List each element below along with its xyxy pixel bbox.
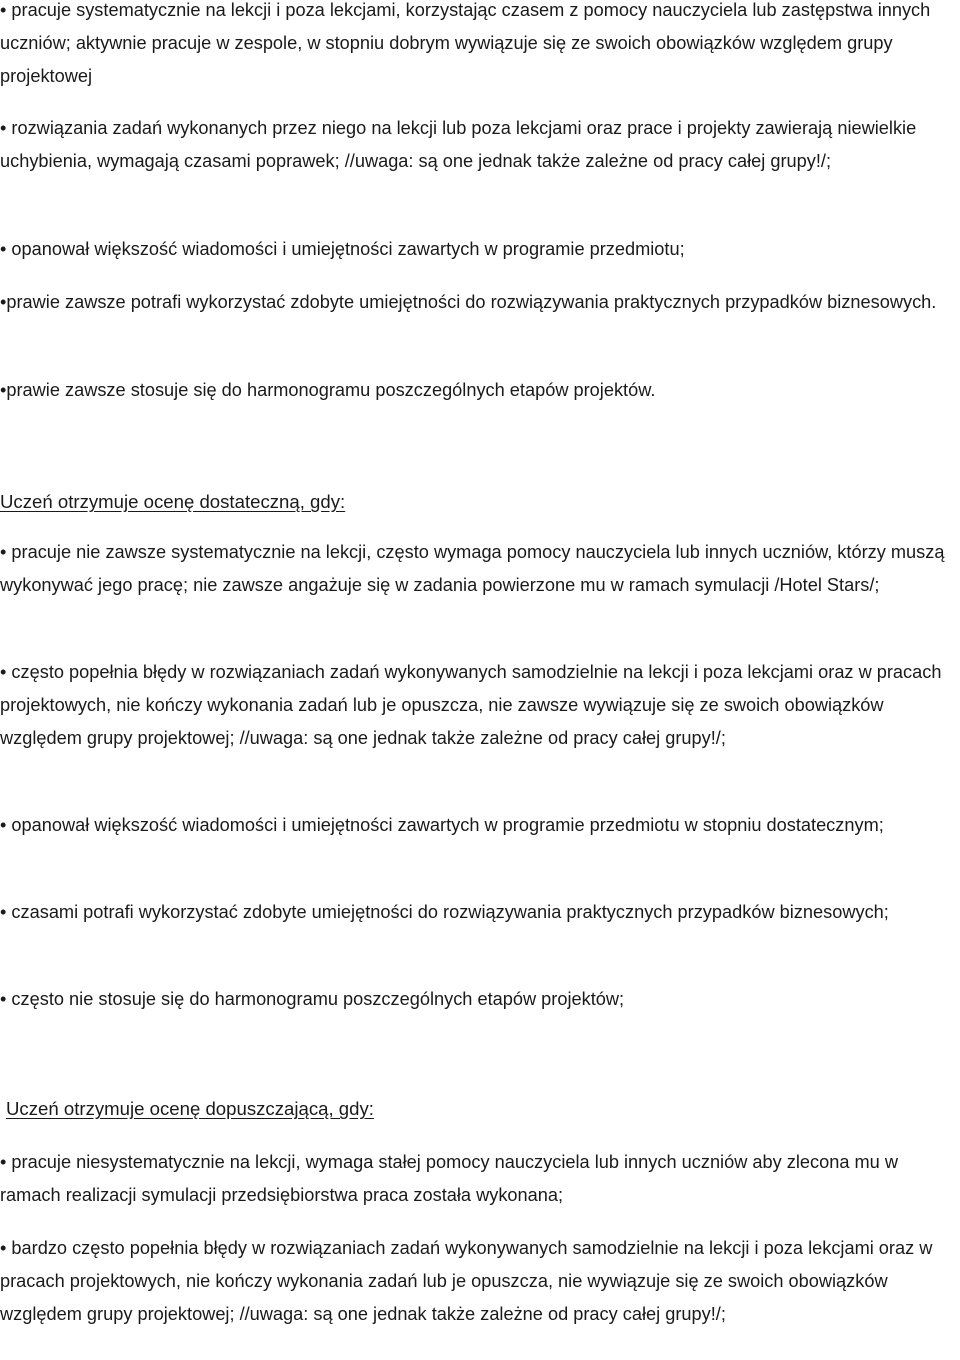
sufficient-item-1: • pracuje niesystematycznie na lekcji, wymaga stałej pomocy nauczyciela lub innych uczniów aby zlecona mu w ramach realizacji symulacji przedsiębiorstwa praca została wykonana; <box>0 1152 898 1205</box>
satisfactory-heading: Uczeń otrzymuje ocenę dostateczną, gdy: <box>0 491 346 512</box>
satisfactory-item-4: • czasami potrafi wykorzystać zdobyte umiejętności do rozwiązywania praktycznych przypadków biznesowych; <box>0 902 889 922</box>
satisfactory-item-1: • pracuje nie zawsze systematycznie na lekcji, często wymaga pomocy nauczyciela lub innych uczniów, którzy muszą wykonywać jego pracę; nie zawsze angażuje się w zadania powierzone mu w ramach symulacji /Hotel Stars/; <box>0 542 945 595</box>
good-item-5: •prawie zawsze stosuje się do harmonogramu poszczególnych etapów projektów. <box>0 380 656 400</box>
sufficient-heading: Uczeń otrzymuje ocenę dopuszczającą, gdy: <box>6 1098 374 1119</box>
good-item-3: • opanował większość wiadomości i umiejętności zawartych w programie przedmiotu; <box>0 239 685 259</box>
sufficient-item-2: • bardzo często popełnia błędy w rozwiązaniach zadań wykonywanych samodzielnie na lekcji i poza lekcjami oraz w pracach projektowych, nie kończy wykonania zadań lub je opuszcza, nie wywiązuje się ze swoich obowiązków względem grupy projektowej; //uwaga: są one jednak także zależne od pracy całej grupy!/; <box>0 1238 933 1324</box>
good-item-2: • rozwiązania zadań wykonanych przez niego na lekcji lub poza lekcjami oraz prace i projekty zawierają niewielkie uchybienia, wymagają czasami poprawek; //uwaga: są one jednak także zależne od pracy całej grupy!/; <box>0 118 917 171</box>
satisfactory-item-3: • opanował większość wiadomości i umiejętności zawartych w programie przedmiotu w stopniu dostatecznym; <box>0 815 884 835</box>
good-item-4: •prawie zawsze potrafi wykorzystać zdobyte umiejętności do rozwiązywania praktycznych przypadków biznesowych. <box>0 292 937 312</box>
good-item-1: • pracuje systematycznie na lekcji i poza lekcjami, korzystając czasem z pomocy nauczyciela lub zastępstwa innych uczniów; aktywnie pracuje w zespole, w stopniu dobrym wywiązuje się ze swoich obowiązków względem grupy projektowej <box>0 0 931 86</box>
satisfactory-item-2: • często popełnia błędy w rozwiązaniach zadań wykonywanych samodzielnie na lekcji i poza lekcjami oraz w pracach projektowych, nie kończy wykonania zadań lub je opuszcza, nie zawsze wywiązuje się ze swoich obowiązków względem grupy projektowej; //uwaga: są one jednak także zależne od pracy całej grupy!/; <box>0 662 942 748</box>
satisfactory-item-5: • często nie stosuje się do harmonogramu poszczególnych etapów projektów; <box>0 989 625 1009</box>
